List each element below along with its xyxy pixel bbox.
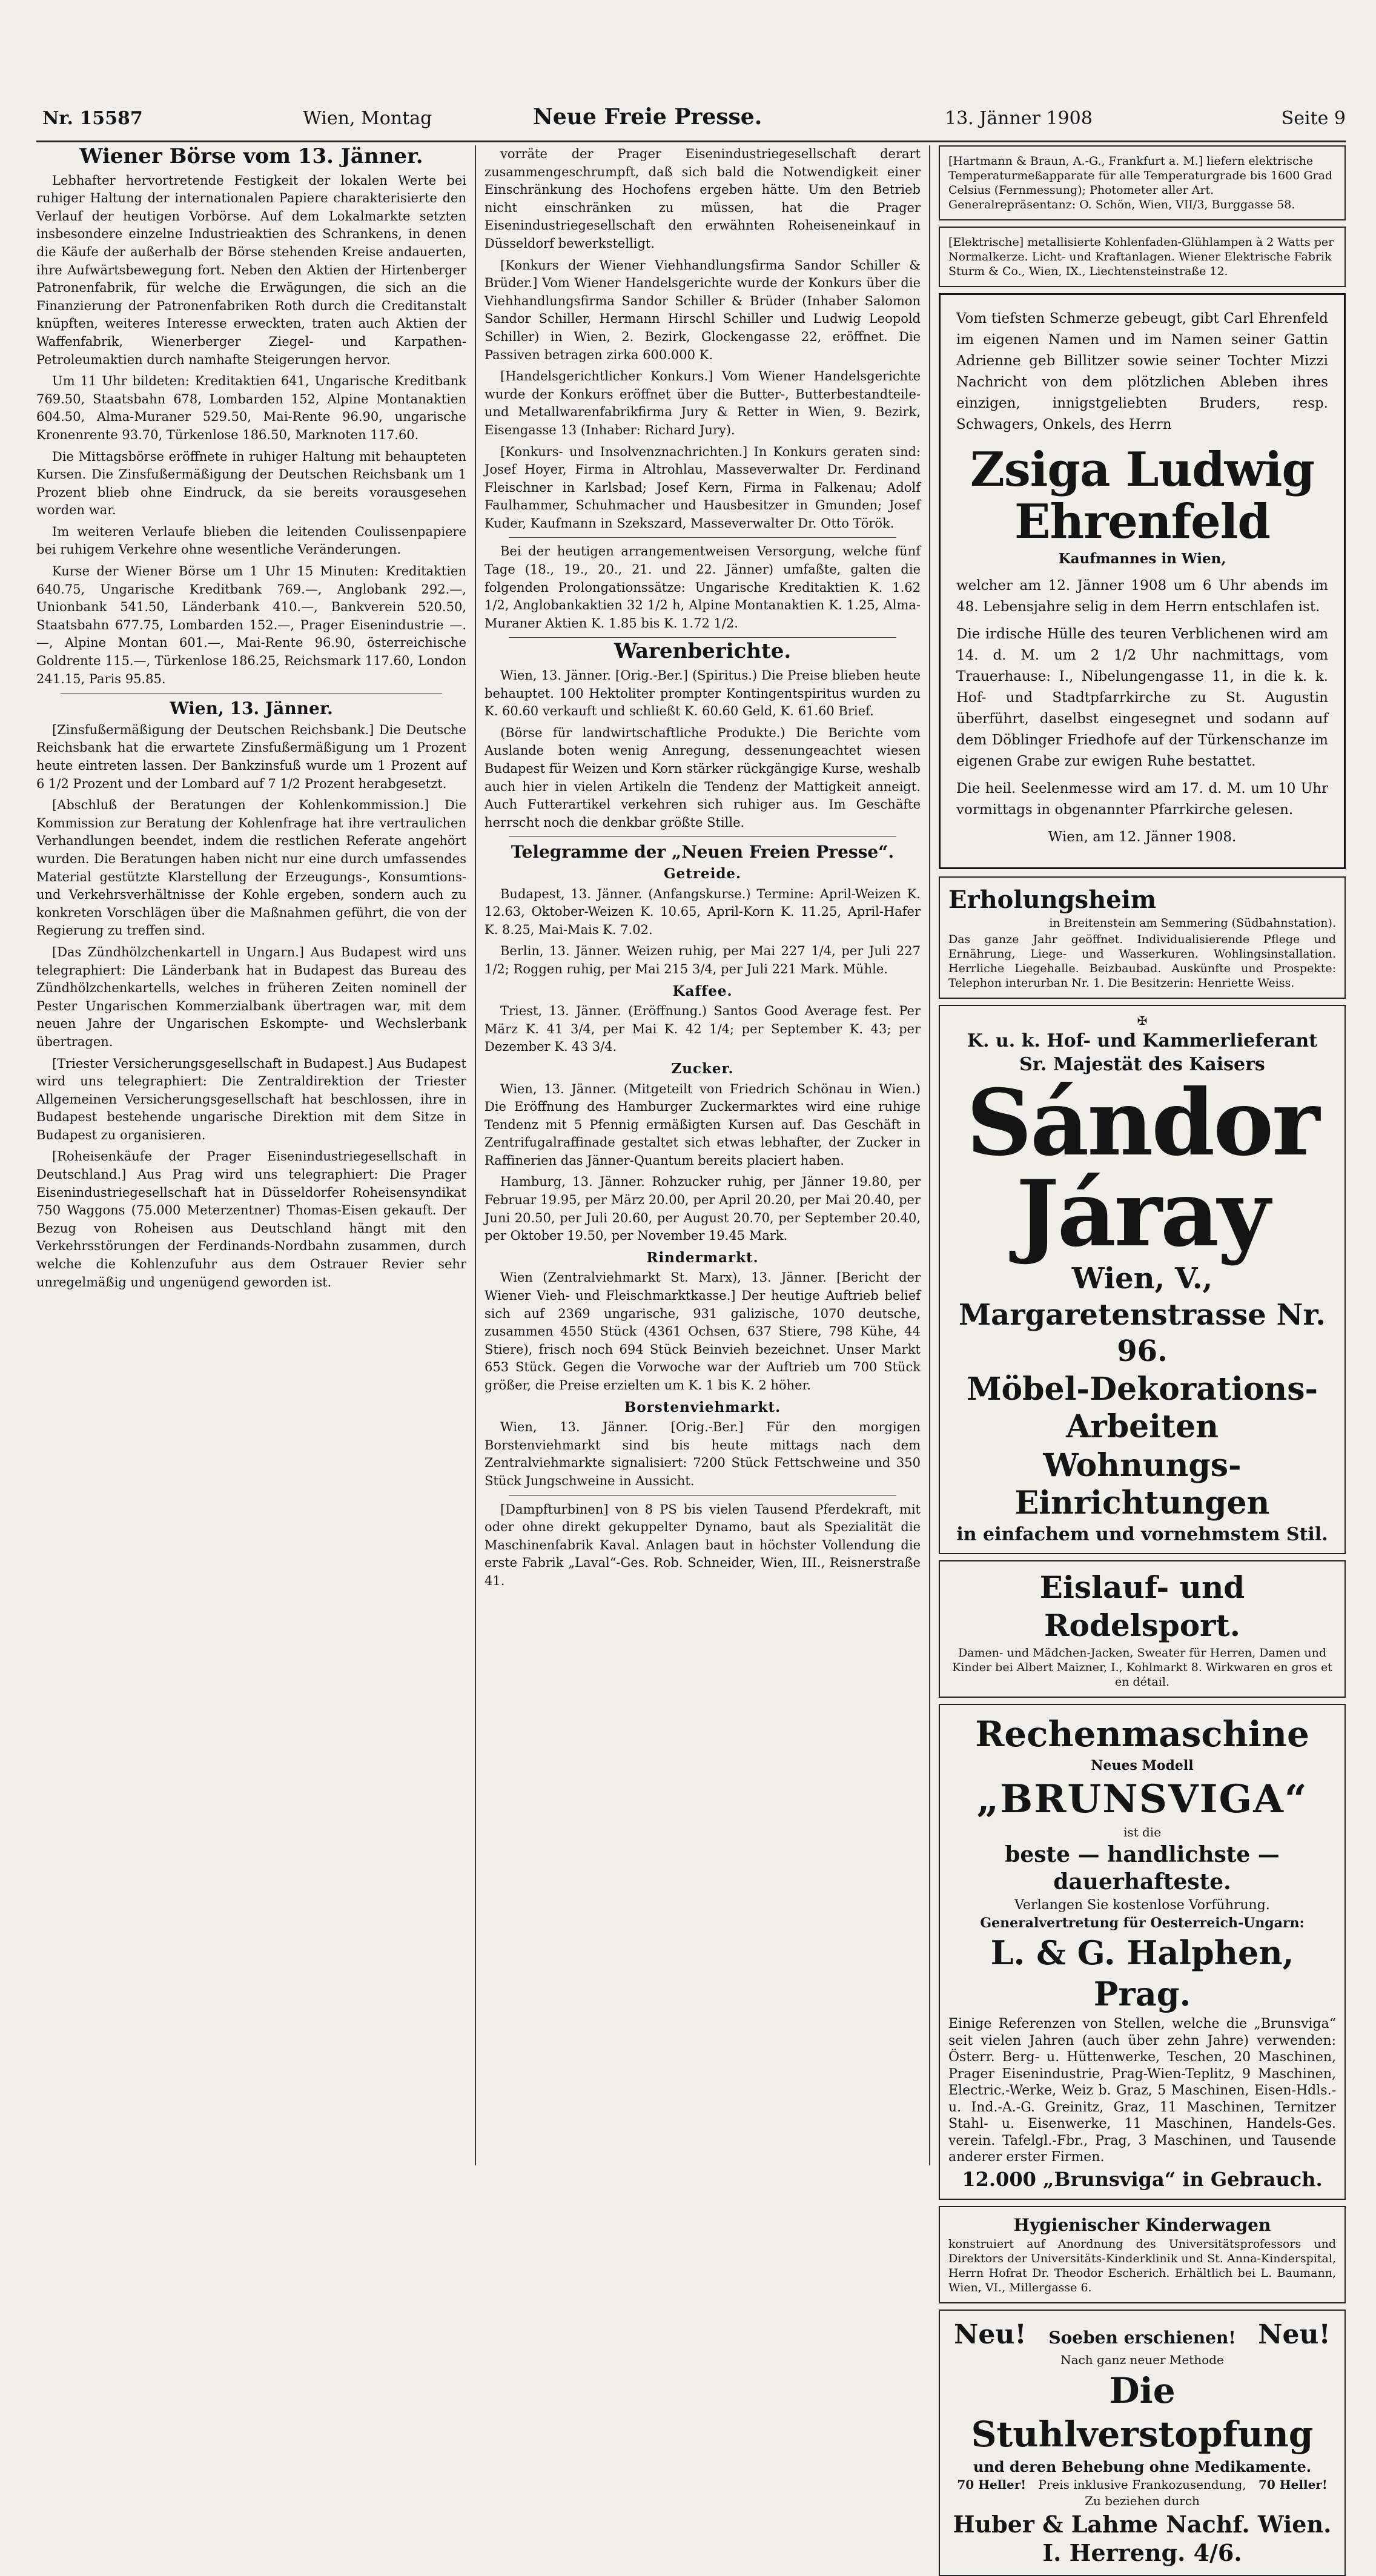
ad-line: 12.000 „Brunsviga“ in Gebrauch. [962, 2167, 1323, 2191]
ad-line: ist die [1123, 1825, 1162, 1840]
paragraph: Kurse der Wiener Börse um 1 Uhr 15 Minuten: Kreditaktien 640.75, Ungarische Kreditbank 769.—, Anglobank 292.—, Unionbank 541.50, Länderbank 410.—, Bankverein 520.50, Staatsbahn 677.75, Lombarden 152.—, Prager Eisenindustrie —.—, Alpine Montan 601.—, Mai-Rente 96.90, österreichische Goldrente 115.—, Türkenlose 186.25, Reichsmark 117.60, London 241.15, Paris 95.85. [36, 564, 466, 686]
paragraph: Die Mittagsbörse eröffnete in ruhiger Haltung mit behaupteten Kursen. Die Zinsfußermäßigung der Deutschen Reichsbank um 1 Prozent blieb ohne Eindruck, da sie bereits vorausgesehen worden war. [36, 449, 466, 518]
ad-text: Das ganze Jahr geöffnet. Individualisierende Pflege und Ernährung, Liege- und Wasserkuren. Wohlingsinstallation. Herrliche Liegehalle. Beizbaubad. Auskünfte und Prospekte: Telephon interurban Nr. 1. Die Besitzerin: Henriette Weiss. [948, 932, 1336, 990]
paragraph: [Triester Versicherungsgesellschaft in Budapest.] Aus Budapest wird uns telegraphiert: Die Zentraldirektion der Triester Allgemeinen Versicherungsgesellschaft hat beschlossen, ihre in Budapest bestehende ungarische Direktion mit dem Sitze in Budapest zu organisieren. [36, 1056, 466, 1142]
advertisement-hartmann [939, 145, 1346, 220]
paragraph: Wien (Zentralviehmarkt St. Marx), 13. Jänner. [Bericht der Wiener Vieh- und Fleischmarktkasse.] Der heutige Auftrieb belief sich auf 2369 ungarische, 931 galizische, 1070 deutsche, zusammen 4550 Stück (4361 Ochsen, 637 Stiere, 798 Kühe, 44 Stiere), frisch noch 694 Stück Beinvieh bezeichnet. Unser Markt 653 Stück. Gegen die Vorwoche war der Auftrieb um 700 Stück größer, die Preise erzielten um K. 1 bis K. 2 höher. [485, 1270, 921, 1392]
ad-text: Preis inklusive Frankozusendung, [1038, 2477, 1246, 2492]
advertisement-elektrische [939, 227, 1346, 287]
advertisement-eislauf [939, 1560, 1346, 1698]
paragraph: [Roheisenkäufe der Prager Eisenindustriegesellschaft in Deutschland.] Aus Prag wird uns telegraphiert: Die Prager Eisenindustriegesellschaft hat in Düsseldorfer Roheisensyndikat 750 Waggons (75.000 Meterzentner) Thomas-Eisen gekauft. Der Bezug von Roheisen aus Deutschland hängt mit den Verkehrsstörungen der Ferdinands-Nordbahn zusammen, durch welche die Kohlenzufuhr aus dem Ostrauer Revier sehr unregelmäßig und ungenügend geworden ist. [36, 1149, 466, 1290]
column-divider [929, 145, 930, 2165]
advertisement-stuhlverstopfung [939, 2309, 1346, 2576]
separator [61, 693, 442, 694]
ad-line: Verlangen Sie kostenlose Vorführung. [1014, 1898, 1270, 1913]
ad-title: Rechenmaschine [975, 1713, 1309, 1755]
paragraph: Wien, 13. Jänner. [Orig.-Ber.] Für den morgigen Borstenviehmarkt sind bis heute mittags nach dem Zentralviehmarkte signalisiert: 7200 Stück Fettschweine und 350 Stück Jungschweine in Aussicht. [485, 1420, 921, 1488]
ad-title: Erholungsheim [948, 886, 1157, 914]
ad-brand: Sándor Járay [966, 1069, 1318, 1267]
dateline-place: Wien, Montag [303, 108, 432, 129]
paragraph: Bei der heutigen arrangementweisen Versorgung, welche fünf Tage (18., 19., 20., 21. und 22. Jänner) umfaßte, galten die folgenden Prolongationssätze: Ungarische Kreditaktien K. 1.62 1/2, Anglobankaktien 32 1/2 h, Alpine Montanaktien K. 1.25, Alma-Muraner Aktien K. 1.85 bis K. 1.72 1/2. [485, 544, 921, 631]
ad-line [948, 2318, 1336, 2351]
ad-title: Die Stuhlverstopfung [971, 2369, 1314, 2455]
separator [509, 537, 896, 538]
obituary-name: Zsiga Ludwig Ehrenfeld [970, 442, 1315, 549]
ad-text: [Elektrische] metallisierte Kohlenfaden-Glühlampen à 2 Watts per Normalkerze. Licht- und Kraftanlagen. Wiener Elektrische Fabrik Sturm & Co., Wien, IX., Liechtensteinstraße 12. [948, 236, 1334, 278]
paragraph: vorräte der Prager Eisenindustriegesellschaft derart zusammengeschrumpft, daß sich bald die Notwendigkeit einer Einschränkung des Hochofens ergeben hätte. Um den Betrieb nicht einschränken zu müssen, hat die Prager Eisenindustriegesellschaft den erwähnten Roheiseneinkauf in Düsseldorf bewerkstelligt. [485, 147, 921, 251]
ad-title: Eislauf- und Rodelsport. [1039, 1569, 1245, 1643]
obituary-text: Die irdische Hülle des teuren Verblichenen wird am 14. d. M. um 2 1/2 Uhr nachmittags, vom Trauerhause: I., Nibelungengasse 11, in die k. k. Hof- und Stadtpfarrkirche zu St. Augustin überführt, daselbst eingesegnet und sodann auf dem Döblinger Friedhofe auf der Türkenschanze im eigenen Grabe zur ewigen Ruhe bestattet. [956, 626, 1328, 769]
ad-line: Zu beziehen durch [1085, 2493, 1200, 2508]
paragraph: [Das Zündhölzchenkartell in Ungarn.] Aus Budapest wird uns telegraphiert: Die Länderbank hat in Budapest das Bureau des Zündhölzchenkartells, welches in früheren Zeiten nominell der Pester Ungarischen Kommerzialbank übertragen war, mit dem neuen Jahre der Ungarischen Eskompte- und Wechslerbank übertragen. [36, 944, 466, 1049]
ad-line: beste — handlichste — dauerhafteste. [1005, 1842, 1280, 1895]
obituary-signature: Wien, am 12. Jänner 1908. [1048, 829, 1237, 845]
obituary-role: Kaufmannes in Wien, [1058, 551, 1226, 567]
obituary-intro: Vom tiefsten Schmerze gebeugt, gibt Carl Ehrenfeld im eigenen Namen und im Namen seiner Gattin Adrienne geb Billitzer sowie seiner Tochter Mizzi Nachricht von dem plötzlichen Ableben ihres einzigen, innigstgeliebten Bruders, resp. Schwagers, Onkels, des Herrn [956, 311, 1328, 432]
ad-line: Sr. Majestät des Kaisers [1019, 1054, 1265, 1076]
ad-line: Nach ganz neuer Methode [1060, 2352, 1224, 2367]
subheading: Rindermarkt. [646, 1249, 759, 1266]
ad-price: 70 Heller! [957, 2477, 1027, 2492]
paragraph: [Abschluß der Beratungen der Kohlenkommission.] Die Kommission zur Beratung der Kohlenfrage hat ihre vertraulichen Verhandlungen beendet, indem die restlichen Referate angehört wurden. Die Beratungen haben nicht nur eine durch umfassendes Material gestützte Klarstellung der Erzeugungs-, Konsumtions- und Verkehrsverhältnisse der Kohle ergeben, sondern auch zu konkreten Vorschlägen über die Maßnahmen geführt, die von der Regierung zu treffen sind. [36, 798, 466, 938]
advertisement-kinderwagen [939, 2206, 1346, 2303]
ad-text: [Hartmann & Braun, A.-G., Frankfurt a. M.] liefern elektrische Temperaturmeßapparate für alle Temperaturgrade bis 1600 Grad Celsius (Fernmessung); Photometer aller Art. Generalrepräsentanz: O. Schön, Wien, VII/3, Burggasse 58. [948, 154, 1333, 211]
obituary-notice [939, 293, 1346, 869]
ad-subtitle: in Breitenstein am Semmering (Südbahnstation). [1049, 916, 1336, 930]
subheading: Zucker. [671, 1060, 734, 1077]
paragraph: Im weiteren Verlaufe blieben die leitenden Coulissenpapiere bei ruhigem Verkehre ohne wesentliche Veränderungen. [36, 524, 466, 557]
ad-brand: „BRUNSVIGA“ [976, 1776, 1308, 1823]
paragraph: Budapest, 13. Jänner. (Anfangskurse.) Termine: April-Weizen K. 12.63, Oktober-Weizen K. 10.65, April-Korn K. 11.25, April-Hafer K. 8.25, Mai-Mais K. 7.02. [485, 886, 921, 937]
ad-line: K. u. k. Hof- und Kammerlieferant [967, 1030, 1318, 1051]
ad-company: Huber & Lahme Nachf. Wien. I. Herreng. 4/6. [953, 2510, 1332, 2567]
ad-label: Neues Modell [1091, 1757, 1194, 1773]
separator [509, 836, 896, 837]
ad-line: Möbel-Dekorations-Arbeiten [966, 1370, 1318, 1445]
advertisement-erholungsheim [939, 876, 1346, 999]
ad-line [948, 2477, 1336, 2492]
paragraph: Hamburg, 13. Jänner. Rohzucker ruhig, per Jänner 19.80, per Februar 19.95, per März 20.00, per April 20.20, per Mai 20.40, per Juni 20.50, per Juli 20.60, per August 20.70, per September 20.40, per Oktober 19.50, per November 19.45 Mark. [485, 1174, 921, 1243]
page-number: Seite 9 [1281, 108, 1346, 129]
ad-line: und deren Behebung ohne Medikamente. [973, 2457, 1312, 2475]
subheading: Kaffee. [672, 982, 733, 999]
paper-title: Neue Freie Presse. [533, 104, 762, 130]
issue-date: 13. Jänner 1908 [945, 108, 1093, 129]
separator [509, 637, 896, 638]
paragraph: (Börse für landwirtschaftliche Produkte.) Die Berichte vom Auslande boten wenig Anregung, dessenungeachtet wiesen Budapest für Weizen und Korn stärker rückgängige Kurse, weshalb auch hier in vielen Artikeln die Tendenz der Mattigkeit anneigt. Auch Futterartikel verkehren sich ruhiger aus. Im Geschäfte herrscht noch die denkbar größte Stille. [485, 725, 921, 830]
advertisement-jaray [939, 1005, 1346, 1555]
ad-price: 70 Heller! [1258, 2477, 1328, 2492]
advertisement-brunsviga [939, 1704, 1346, 2200]
subheading: Getreide. [663, 865, 742, 882]
ad-title: Hygienischer Kinderwagen [1013, 2214, 1271, 2235]
ad-address: Wien, V., Margaretenstrasse Nr. 96. [959, 1261, 1326, 1368]
section-heading: Wien, 13. Jänner. [170, 698, 333, 719]
section-heading: Telegramme der „Neuen Freien Presse“. [511, 842, 895, 863]
paragraph: Wien, 13. Jänner. (Mitgeteilt von Friedrich Schönau in Wien.) Die Eröffnung des Hamburger Zuckermarktes wird eine ruhige Tendenz mit 5 Pfennig ermäßigten Kursen auf. Das Geschäft in Zentrifugalraffinade gestaltet sich etwas lebhafter, der Zucker in Raffinerien das Jänner-Quantum bereits placiert haben. [485, 1081, 921, 1168]
paragraph: Berlin, 13. Jänner. Weizen ruhig, per Mai 227 1/4, per Juli 227 1/2; Roggen ruhig, per Mai 215 3/4, per Juli 221 Mark. Mühle. [485, 944, 921, 976]
advertisement-text: [Dampfturbinen] von 8 PS bis vielen Tausend Pferdekraft, mit oder ohne direkt gekuppelter Dynamo, baut als Spezialität die Maschinenfabrik Kaval. Anlagen baut in höchster Vollendung die erste Fabrik „Laval“-Ges. Rob. Schneider, Wien, III., Reisnerstraße 41. [485, 1502, 921, 1588]
column-divider [475, 145, 476, 2165]
ad-label: Neu! [1258, 2319, 1331, 2350]
ad-label: Neu! [954, 2319, 1027, 2350]
paragraph: [Zinsfußermäßigung der Deutschen Reichsbank.] Die Deutsche Reichsbank hat die erwartete Zinsfußermäßigung um 1 Prozent heute eintreten lassen. Der Bankzinsfuß wurde um 1 Prozent auf 6 1/2 Prozent und der Lombard auf 7 1/2 Prozent herabgesetzt. [36, 722, 466, 791]
paragraph: Triest, 13. Jänner. (Eröffnung.) Santos Good Average fest. Per März K. 41 3/4, per Mai K. 42 1/4; per September K. 43; per Dezember K. 43 3/4. [485, 1004, 921, 1055]
paragraph: Wien, 13. Jänner. [Orig.-Ber.] (Spiritus.) Die Preise blieben heute behauptet. 100 Hektoliter prompter Kontingentspiritus wurden zu K. 60.60 verkauft und schließt K. 60.60 Geld, K. 61.60 Brief. [485, 668, 921, 719]
article-title: Wiener Börse vom 13. Jänner. [79, 144, 423, 168]
column-1 [36, 145, 466, 2165]
obituary-text: welcher am 12. Jänner 1908 um 6 Uhr abends im 48. Lebensjahre selig in dem Herrn entschlafen ist. [956, 578, 1328, 615]
paragraph: Um 11 Uhr bildeten: Kreditaktien 641, Ungarische Kreditbank 769.50, Staatsbahn 678, Lombarden 152, Alpine Montanaktien 604.50, Alma-Muraner 529.50, Mai-Rente 96.90, ungarische Kronenrente 93.70, Türkenlose 186.50, Marknoten 117.60. [36, 374, 466, 442]
issue-number: Nr. 15587 [42, 108, 143, 129]
ad-line: Generalvertretung für Oesterreich-Ungarn: [980, 1915, 1305, 1931]
column-3 [939, 145, 1346, 2567]
page-header [36, 102, 1346, 139]
ad-line: Wohnungs-Einrichtungen [1014, 1446, 1270, 1521]
ad-label: Soeben erschienen! [1048, 2327, 1236, 2348]
ad-text: Damen- und Mädchen-Jacken, Sweater für Herren, Damen und Kinder bei Albert Maizner, I., Kohlmarkt 8. Wirkwaren en gros et en détail. [952, 1646, 1332, 1689]
ad-company: L. & G. Halphen, Prag. [990, 1933, 1294, 2013]
obituary-text: Die heil. Seelenmesse wird am 17. d. M. um 10 Uhr vormittags in obgenannter Pfarrkirche gelesen. [956, 781, 1328, 818]
ad-text: Einige Referenzen von Stellen, welche die „Brunsviga“ seit vielen Jahren (auch über zehn Jahre) verwenden: Österr. Berg- u. Hüttenwerke, Teschen, 20 Maschinen, Prager Eisenindustrie, Prag-Wien-Teplitz, 9 Maschinen, Electric.-Werke, Weiz b. Graz, 5 Maschinen, Eisen-Hdls.- u. Ind.-A.-G. Greinitz, Graz, 11 Maschinen, Ternitzer Stahl- u. Eisenwerke, 11 Maschinen, Handels-Ges. verein. Tafelgl.-Fbr., Prag, 3 Maschinen, und Tausende anderer erster Firmen. [948, 2016, 1336, 2165]
ad-line: in einfachem und vornehmstem Stil. [956, 1523, 1328, 1545]
column-2 [485, 145, 921, 2165]
ad-text: konstruiert auf Anordnung des Universitätsprofessors und Direktors der Universitäts-Kinderklinik und St. Anna-Kinderspital, Herrn Hofrat Dr. Theodor Escherich. Erhältlich bei L. Baumann, Wien, VI., Millergasse 6. [948, 2237, 1336, 2294]
subheading: Borstenviehmarkt. [624, 1399, 781, 1415]
header-rule [36, 141, 1346, 142]
paragraph: [Handelsgerichtlicher Konkurs.] Vom Wiener Handelsgerichte wurde der Konkurs eröffnet über die Butter-, Butterbestandteile- und Metallwarenfabrikfirma Jury & Retter in Wien, 9. Bezirk, Eisengasse 13 (Inhaber: Richard Jury). [485, 369, 921, 437]
paragraph: [Konkurs der Wiener Viehhandlungsfirma Sandor Schiller & Brüder.] Vom Wiener Handelsgerichte wurde der Konkurs über die Viehhandlungsfirma Sandor Schiller & Brüder (Inhaber Salomon Sandor Schiller, Hermann Hirschl Schiller und Ludwig Leopold Schiller) in Wien, 2. Bezirk, Glockengasse 22, eröffnet. Die Passiven betragen zirka 600.000 K. [485, 257, 921, 362]
section-title: Warenberichte. [614, 639, 792, 664]
paragraph: [Konkurs- und Insolvenznachrichten.] In Konkurs geraten sind: Josef Hoyer, Firma in Altrohlau, Masseverwalter Dr. Ferdinand Fleischner in Karlsbad; Josef Kern, Firma in Falkenau; Adolf Faulhammer, Schuhmacher und Hausbesitzer in Gmunden; Josef Kuder, Kaufmann in Szekszard, Masseverwalter Dr. Otto Török. [485, 444, 921, 531]
paragraph: Lebhafter hervortretende Festigkeit der lokalen Werte bei ruhiger Haltung der internationalen Papiere charakterisierte den Verlauf der heutigen Vorbörse. Auf dem Lokalmarkte setzten insbesondere einzelne Industrieaktien des Schrankens, in denen die Käufe der außerhalb der Börse stehenden Kreise andauerten, ihre Aufwärtsbewegung fort. Neben den Aktien der Hirtenberger Patronenfabrik, für welche die Erwägungen, die sich an die Finanzierung der Patronenfabriken Roth durch die Creditanstalt knüpften, weiteres Interesse erweckten, traten auch Aktien der Waffenfabrik, Wienerberger Ziegel- und Karpathen-Petroleumaktien durch namhafte Steigerungen hervor. [36, 173, 466, 367]
eagle-emblem-icon: ✠ [1137, 1013, 1148, 1028]
separator [509, 1495, 896, 1496]
